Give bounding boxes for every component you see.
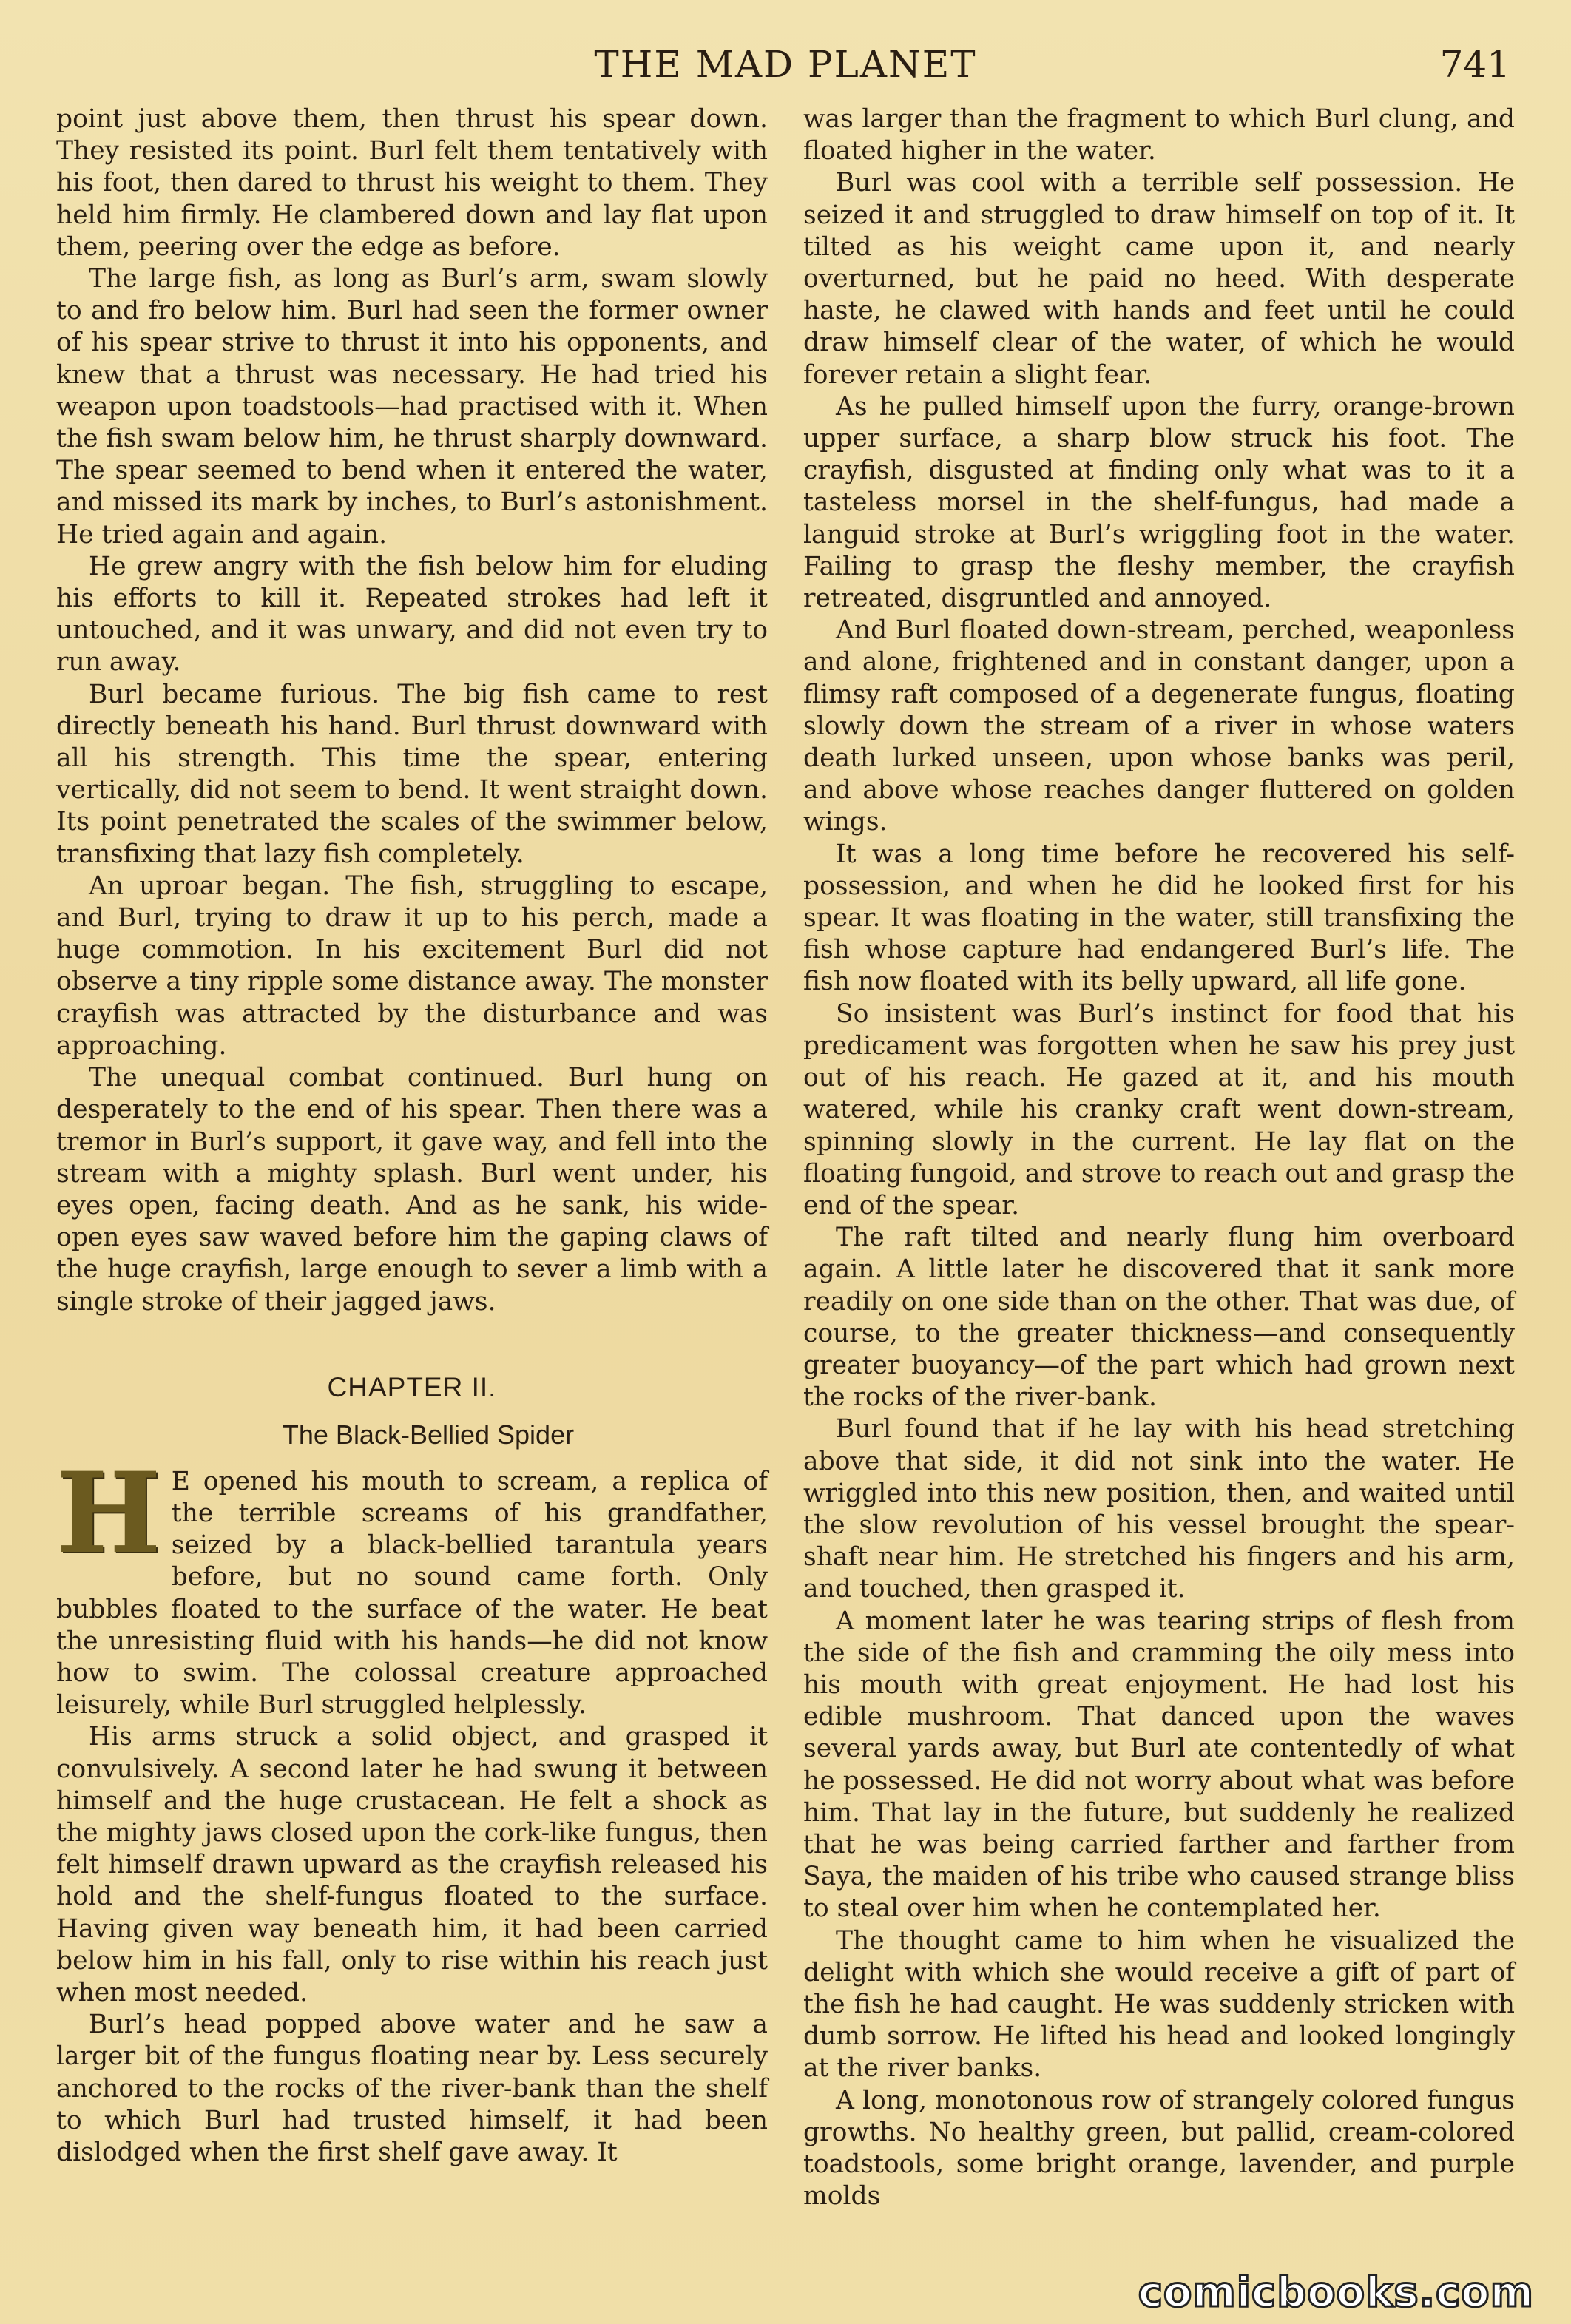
- paragraph: So insistent was Burl’s instinct for food that his predicament was forgotten when he saw his prey just out of his reach. He gazed at it, and his mouth watered, while his cranky craft went down-stream, spinning slowly in the current. He lay flat on the floating fungoid, and strove to reach out and grasp the end of the spear.: [803, 999, 1515, 1220]
- running-header: [0, 43, 1571, 95]
- paragraph: Burl was cool with a terrible self possession. He seized it and struggled to draw himself on top of it. It tilted as his weight came upon it, and nearly overturned, but he paid no heed. With desperate haste, he clawed with hands and feet until he could draw himself clear of the water, of which he would forever retain a slight fear.: [803, 168, 1515, 390]
- paragraph: It was a long time before he recovered his self-possession, and when he did he looked first for his spear. It was floating in the water, still transfixing the fish whose capture had endangered Burl’s life. The fish now floated with its belly upward, all life gone.: [803, 839, 1515, 997]
- page-number: 741: [1439, 43, 1510, 86]
- paragraph: point just above them, then thrust his spear down. They resisted its point. Burl felt them tentatively with his foot, then dared to thrust his weight to them. They held him firmly. He clambered down and lay flat upon them, peering over the edge as before.: [56, 104, 768, 262]
- right-column: [803, 104, 1515, 2212]
- paragraph: An uproar began. The fish, struggling to escape, and Burl, trying to draw it up to his perch, made a huge commotion. In his excitement Burl did not observe a tiny ripple some distance away. The monster crayfish was attracted by the disturbance and was approaching.: [56, 871, 768, 1061]
- paragraph: The large fish, as long as Burl’s arm, swam slowly to and fro below him. Burl had seen the former owner of his spear strive to thrust it into his opponents, and knew that a thrust was necessary. He had tried his weapon upon toadstools—had practised with it. When the fish swam below him, he thrust sharply downward. The spear seemed to bend when it entered the water, and missed its mark by inches, to Burl’s astonishment. He tried again and again.: [56, 264, 768, 550]
- opening-paragraph: [56, 1448, 768, 1722]
- paragraph: The thought came to him when he visualized the delight with which she would receive a gift of part of the fish he had caught. He was suddenly stricken with dumb sorrow. He lifted his head and looked longingly at the river banks.: [803, 1925, 1515, 2084]
- paragraph: A moment later he was tearing strips of flesh from the side of the fish and cramming the oily mess into his mouth with great enjoyment. He had lost his edible mushroom. That danced upon the waves several yards away, but Burl ate contentedly of what he possessed. He did not worry about what was before him. That lay in the future, but suddenly he realized that he was being carried farther and farther from Saya, the maiden of his tribe who caused strange bliss to steal over him when he contemplated her.: [803, 1606, 1515, 1924]
- paragraph: As he pulled himself upon the furry, orange-brown upper surface, a sharp blow struck his foot. The crayfish, disgusted at finding only what was to it a tasteless morsel in the shelf-fungus, had made a languid stroke at Burl’s wriggling foot in the water. Failing to grasp the fleshy member, the crayfish retreated, disgruntled and annoyed.: [803, 391, 1515, 614]
- chapter-heading: CHAPTER II.: [327, 1371, 497, 1402]
- paragraph: Burl became furious. The big fish came to rest directly beneath his hand. Burl thrust downward with all his strength. This time the spear, entering vertically, did not seem to bend. It went straight down. Its point penetrated the scales of the swimmer below, transfixing that lazy fish completely.: [56, 679, 768, 869]
- paragraph: Burl’s head popped above water and he saw a larger bit of the fungus floating near by. Less securely anchored to the rocks of the river-bank than the shelf to which Burl had trusted himself, it had been dislodged when the first shelf gave away. It: [56, 2010, 768, 2167]
- drop-cap-letter: H: [56, 1448, 161, 1578]
- paragraph: Burl found that if he lay with his head stretching above that side, it did not sink into the water. He wriggled into this new position, then, and waited until the slow revolution of his vessel brought the spear-shaft near him. He stretched his fingers and his arm, and touched, then grasped it.: [803, 1414, 1515, 1604]
- paragraph: His arms struck a solid object, and grasped it convulsively. A second later he had swung it between himself and the huge crustacean. He felt a shock as the mighty jaws closed upon the cork-like fungus, then felt himself drawn upward as the crayfish released his hold and the shelf-fungus floated to the surface. Having given way beneath him, it had been carried below him in his fall, only to rise within his reach just when most needed.: [56, 1722, 768, 2007]
- running-title: THE MAD PLANET: [594, 43, 977, 86]
- paragraph: The raft tilted and nearly flung him overboard again. A little later he discovered that it sank more readily on one side than on the other. That was due, of course, to the greater thickness—and consequently greater buoyancy—of the part which had grown next the rocks of the river-bank.: [803, 1223, 1515, 1413]
- opening-paragraph-text: E opened his mouth to scream, a replica of the terrible screams of his grandfather, seized by a black-bellied tarantula years before, but no sound came forth. Only bubbles floated to the surface of the water. He beat the unresisting fluid with his hands—he did not know how to swim. The colossal creature approached leisurely, while Burl struggled helplessly.: [56, 1466, 768, 1720]
- paragraph: A long, monotonous row of strangely colored fungus growths. No healthy green, but pallid, cream-colored toadstools, some bright orange, lavender, and purple molds: [803, 2085, 1515, 2212]
- paragraph: And Burl floated down-stream, perched, weaponless and alone, frightened and in constant danger, upon a flimsy raft composed of a degenerate fungus, floating slowly down the stream of a river in whose waters death lurked unseen, upon whose banks was peril, and above whose reaches danger fluttered on golden wings.: [803, 615, 1515, 837]
- paragraph: was larger than the fragment to which Burl clung, and floated higher in the water.: [803, 104, 1515, 166]
- left-column: [56, 104, 768, 2169]
- chapter-subtitle: The Black-Bellied Spider: [282, 1419, 575, 1450]
- site-watermark: comicbooks.com: [1138, 2269, 1534, 2317]
- paragraph: The unequal combat continued. Burl hung on desperately to the end of his spear. Then there was a tremor in Burl’s support, it gave way, and fell into the stream with a mighty splash. Burl went under, his eyes open, facing death. And as he sank, his wide-open eyes saw waved before him the gaping claws of the huge crayfish, large enough to sever a limb with a single stroke of their jagged jaws.: [56, 1063, 768, 1317]
- paragraph: He grew angry with the fish below him for eluding his efforts to kill it. Repeated strokes had left it untouched, and it was unwary, and did not even try to run away.: [56, 551, 768, 678]
